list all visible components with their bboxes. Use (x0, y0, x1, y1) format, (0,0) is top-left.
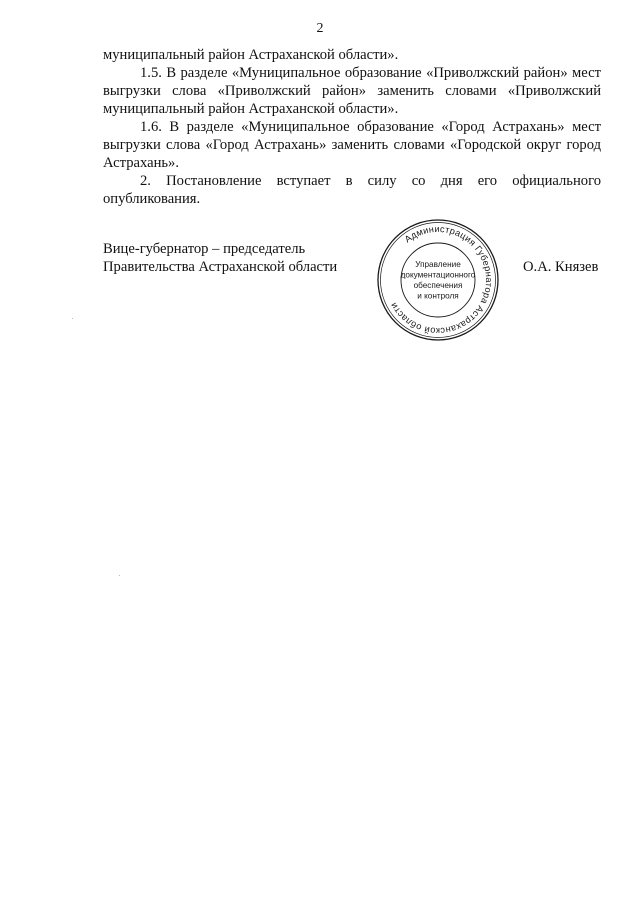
seal-center-line-4: и контроля (417, 291, 459, 301)
scan-speck (72, 318, 73, 319)
seal-outer-ring (378, 220, 498, 340)
signer-name: О.А. Князев (523, 259, 599, 275)
signatory-position-line-1: Вице-губернатор – председатель (103, 241, 306, 257)
document-body (103, 46, 601, 208)
seal-graphic (376, 218, 500, 342)
seal-center-line-2: документационного (400, 270, 476, 280)
page-number: 2 (316, 21, 324, 36)
seal-ring-text: Администрация Губернатора Астраханской области (388, 223, 495, 337)
scan-speck (119, 575, 120, 576)
paragraph-item-2: 2. Постановление вступает в силу со дня его официального опубликования. (103, 173, 601, 207)
seal-center-line-1: Управление (415, 260, 461, 269)
signatory-position-line-2: Правительства Астраханской области (103, 259, 338, 275)
seal-outer-ring-inner (381, 223, 496, 338)
paragraph-item-1-6: 1.6. В разделе «Муниципальное образование «Город Астрахань» мест выгрузки слова «Город Астрахань» заменить словами «Городской округ город Астрахань». (103, 119, 601, 171)
paragraph-continuation: муниципальный район Астраханской области». (103, 47, 399, 63)
seal-inner-ring (401, 243, 475, 317)
paragraph-item-1-5: 1.5. В разделе «Муниципальное образование «Приволжский район» мест выгрузки слова «Приволжский район» заменить словами «Приволжский муниципальный район Астраханской области». (103, 65, 601, 117)
signatory-position (103, 240, 337, 276)
seal-center-line-3: обеспечения (413, 281, 463, 290)
official-seal (376, 218, 500, 342)
